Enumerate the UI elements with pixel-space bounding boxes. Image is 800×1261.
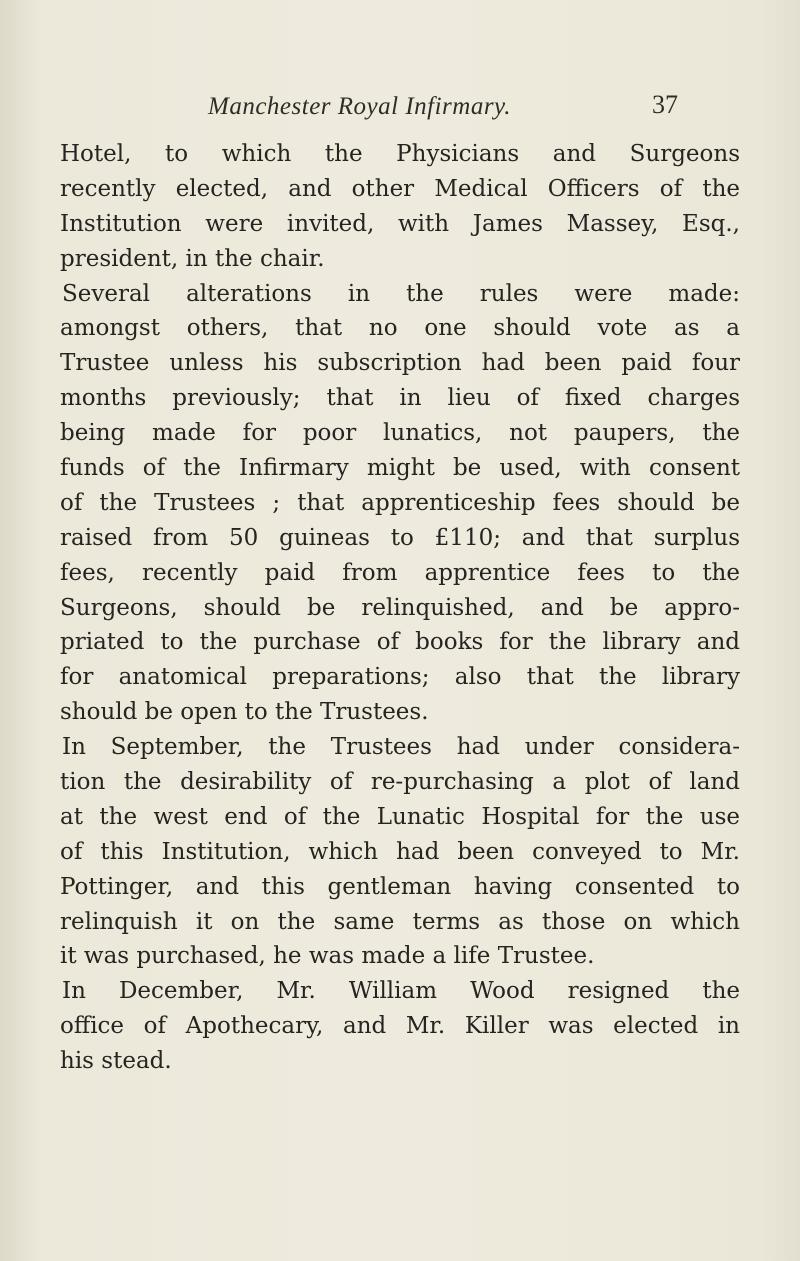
text-line: funds of the Infirmary might be used, with consent: [60, 455, 740, 482]
running-head: Manchester Royal Infirmary.: [208, 93, 512, 120]
text-line: In December, Mr. William Wood resigned the: [62, 978, 740, 1005]
text-line: of this Institution, which had been conveyed to Mr.: [60, 838, 740, 865]
text-line: recently elected, and other Medical Officers of the: [60, 175, 740, 202]
text-line: relinquish it on the same terms as those on which: [60, 908, 740, 935]
text-line: it was purchased, he was made a life Trustee.: [60, 943, 595, 970]
text-line: for anatomical preparations; also that the library: [60, 664, 740, 691]
text-line: priated to the purchase of books for the library and: [60, 629, 740, 656]
text-line: being made for poor lunatics, not paupers, the: [60, 420, 740, 447]
text-line: of the Trustees ; that apprenticeship fees should be: [60, 489, 740, 516]
text-line: Institution were invited, with James Massey, Esq.,: [60, 210, 740, 237]
text-line: office of Apothecary, and Mr. Killer was elected in: [60, 1013, 740, 1040]
text-line: In September, the Trustees had under considera-: [62, 734, 740, 761]
text-line: amongst others, that no one should vote as a: [60, 315, 740, 342]
text-line: fees, recently paid from apprentice fees to the: [60, 559, 740, 586]
text-line: tion the desirability of re-purchasing a plot of land: [60, 769, 740, 796]
text-line: Pottinger, and this gentleman having consented to: [60, 873, 740, 900]
text-line: president, in the chair.: [60, 245, 325, 272]
text-line: raised from 50 guineas to £110; and that surplus: [60, 524, 740, 551]
text-line: Several alterations in the rules were made:: [62, 280, 740, 307]
text-line: his stead.: [60, 1048, 172, 1075]
text-line: Trustee unless his subscription had been paid four: [60, 350, 740, 377]
text-line: Hotel, to which the Physicians and Surgeons: [60, 141, 740, 167]
body-text: [60, 137, 740, 1079]
text-line: at the west end of the Lunatic Hospital for the use: [60, 803, 740, 830]
text-line: should be open to the Trustees.: [60, 699, 429, 726]
text-line: Surgeons, should be relinquished, and be appro-: [60, 594, 740, 621]
text-line: months previously; that in lieu of fixed charges: [60, 385, 740, 412]
page-number: 37: [652, 90, 678, 119]
